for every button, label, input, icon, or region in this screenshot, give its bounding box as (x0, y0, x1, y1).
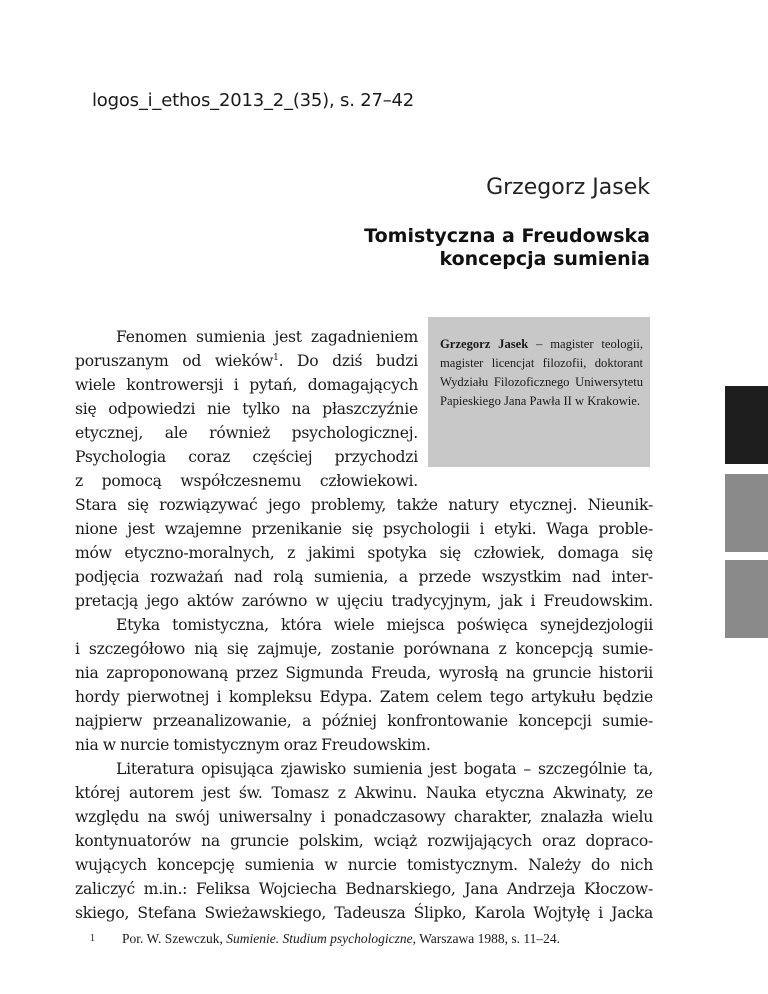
body-line: poruszanym od wieków$^1$. Do dziś budzi (75, 352, 418, 370)
article-title (250, 225, 650, 271)
body-line: Fenomen sumienia jest zagadnieniem (116, 328, 418, 346)
thumb-tab-gray-1 (725, 474, 768, 552)
thumb-tab-dark (725, 386, 768, 464)
body-line: Stara się rozwiązywać jego problemy, także natury etycznej. Nieunik- (75, 496, 653, 514)
body-line: której autorem jest św. Tomasz z Akwinu. Nauka etyczna Akwinaty, ze (75, 784, 653, 802)
footnote-ref: 1 (273, 353, 279, 363)
body-line: hordy pierwotnej i kompleksu Edypa. Zatem celem tego artykułu będzie (75, 688, 653, 706)
thumb-tab-gray-2 (725, 560, 768, 638)
body-line: mów etyczno-moralnych, z jakimi spotyka się człowiek, domaga się (75, 544, 653, 562)
footnote-text: Por. W. Szewczuk, Sumienie. Studium psychologiczne, Warszawa 1988, s. 11–24. (122, 931, 560, 946)
body-line: zaliczyć m.in.: Feliksa Wojciecha Bednarskiego, Jana Andrzeja Kłoczow- (75, 880, 653, 898)
journal-citation: logos_i_ethos_2013_2_(35), s. 27–42 (92, 90, 415, 111)
author-note-text: – magister teologii, magister licencjat filozofii, doktorant Wydziału Filozoficznego Uniwersytetu Papieskiego Jana Pawła II w Krakowie. (440, 337, 643, 408)
author-note (440, 335, 643, 411)
article-author: Grzegorz Jasek (486, 175, 650, 200)
body-line: względu na swój uniwersalny i ponadczasowy charakter, znalazła wielu (75, 808, 653, 826)
body-line: Psychologia coraz częściej przychodzi (75, 448, 418, 466)
body-line: najpierw przeanalizowanie, a później konfrontowanie koncepcji sumie- (75, 712, 653, 730)
body-line: nione jest wzajemne przenikanie się psychologii i etyki. Waga proble- (75, 520, 653, 538)
body-line: wiele kontrowersji i pytań, domagających (75, 376, 418, 394)
title-line-2: koncepcja sumienia (439, 248, 650, 270)
body-line: skiego, Stefana Swieżawskiego, Tadeusza Ślipko, Karola Wojtyłę i Jacka (75, 904, 653, 922)
footnote-number: 1 (90, 933, 95, 944)
body-line: i szczegółowo nią się zajmuje, zostanie porównana z koncepcją sumie- (75, 640, 653, 658)
footnote-book-title: Sumienie. Studium psychologiczne (226, 931, 413, 946)
body-line: kontynuatorów na gruncie polskim, wciąż rozwijających oraz dopraco- (75, 832, 653, 850)
body-line: nia zaproponowaną przez Sigmunda Freuda, wyrosłą na gruncie historii (75, 664, 653, 682)
body-line: wujących koncepcję sumienia w nurcie tomistycznym. Należy do nich (75, 856, 653, 874)
body-line: nia w nurcie tomistycznym oraz Freudowskim. (75, 736, 431, 754)
body-line: etycznej, ale również psychologicznej. (75, 424, 418, 442)
body-line: pretacją jego aktów zarówno w ujęciu tradycyjnym, jak i Freudowskim. (75, 592, 653, 610)
body-line: podjęcia rozważań nad rolą sumienia, a przede wszystkim nad inter- (75, 568, 653, 586)
title-line-1: Tomistyczna a Freudowska (364, 225, 650, 247)
body-line: się odpowiedzi nie tylko na płaszczyźnie (75, 400, 418, 418)
author-note-name: Grzegorz Jasek (440, 337, 529, 351)
body-line: Etyka tomistyczna, która wiele miejsca poświęca synejdezjologii (116, 616, 653, 634)
body-line: z pomocą współczesnemu człowiekowi. (75, 472, 418, 490)
body-line: Literatura opisująca zjawisko sumienia jest bogata – szczególnie ta, (116, 760, 653, 778)
